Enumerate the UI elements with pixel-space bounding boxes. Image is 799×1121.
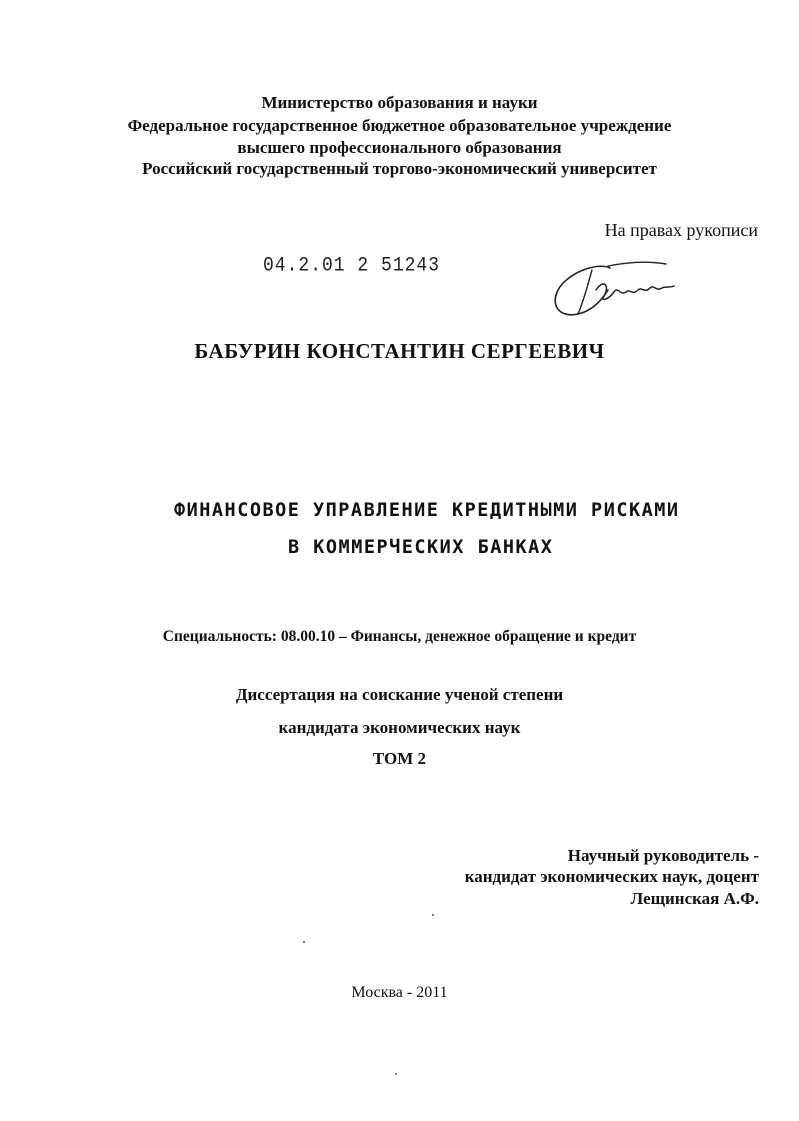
supervisor-role: Научный руководитель - bbox=[567, 846, 759, 865]
university-name-line: Российский государственный торгово-экономический университет bbox=[142, 159, 657, 178]
scan-speck bbox=[395, 1073, 397, 1075]
supervisor-degree: кандидат экономических наук, доцент bbox=[464, 867, 759, 886]
manuscript-rights-note: На правах рукописи bbox=[604, 220, 758, 240]
volume-label: ТОМ 2 bbox=[372, 749, 427, 768]
thesis-title-line-1: ФИНАНСОВОЕ УПРАВЛЕНИЕ КРЕДИТНЫМИ РИСКАМИ bbox=[174, 500, 680, 521]
author-name: БАБУРИН КОНСТАНТИН СЕРГЕЕВИЧ bbox=[194, 339, 605, 363]
registration-stamp: 04.2.01 2 51243 bbox=[263, 254, 441, 278]
author-signature bbox=[548, 256, 683, 322]
thesis-title-line-2: В КОММЕРЧЕСКИХ БАНКАХ bbox=[288, 537, 554, 558]
supervisor-name: Лещинская А.Ф. bbox=[630, 889, 759, 908]
scan-speck bbox=[303, 941, 305, 943]
city-year: Москва - 2011 bbox=[351, 984, 448, 1001]
scan-speck bbox=[432, 914, 434, 916]
dissertation-degree-line-2: кандидата экономических наук bbox=[278, 718, 521, 737]
ministry-line: Министерство образования и науки bbox=[261, 93, 538, 112]
dissertation-degree-line-1: Диссертация на соискание ученой степени bbox=[235, 685, 564, 704]
specialty-line: Специальность: 08.00.10 – Финансы, денежное обращение и кредит bbox=[162, 628, 637, 645]
institution-type-line: Федеральное государственное бюджетное образовательное учреждение bbox=[127, 116, 672, 135]
education-level-line: высшего профессионального образования bbox=[237, 138, 562, 157]
